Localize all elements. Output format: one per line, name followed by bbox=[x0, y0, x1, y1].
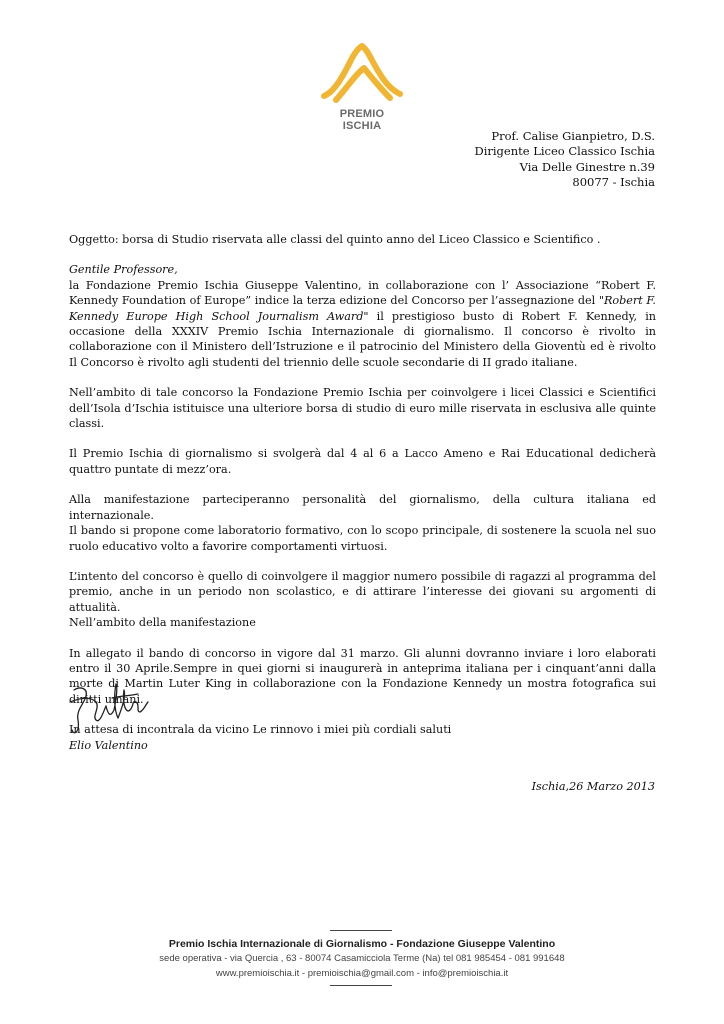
footer-address: sede operativa - via Quercia , 63 - 80074 Casamicciola Terme (Na) tel 081 985454 - 081 991648 bbox=[159, 953, 565, 964]
paragraph-6: In allegato il bando di concorso in vigore dal 31 marzo. Gli alunni dovranno inviare i loro elaborati entro il 30 Aprile.Sempre in quei giorni si inaugurerà in anteprima italiana per i cinquant’anni dalla morte di Martin Luter King in collaborazione con la Fondazione Kennedy un mostra fotografica sui diritti umani. bbox=[69, 646, 656, 706]
mountain-logo-icon bbox=[320, 40, 404, 108]
letter-body bbox=[69, 232, 656, 753]
paragraph-1-text-b: " il prestigioso busto di Robert F. Kennedy, in occasione della XXXIV Premio Ischia Internazionale di giornalismo. Il concorso è rivolto in collaborazione con il Ministero dell’Istruzione e il patrocinio del Ministero della Gioventù ed è rivolto Il Concorso è rivolto agli studenti del triennio delle scuole secondarie di II grado italiane. bbox=[69, 309, 656, 369]
closing-line: In attesa di incontrala da vicino Le rinnovo i miei più cordiali saluti bbox=[69, 723, 452, 737]
award-name: Robert F. Kennedy Europe High School Journalism Award bbox=[69, 294, 656, 323]
paragraph-4a: Alla manifestazione parteciperanno personalità del giornalismo, della cultura italiana ed internazionale. bbox=[69, 493, 656, 522]
signer-name: Elio Valentino bbox=[69, 738, 148, 752]
premio-ischia-logo bbox=[320, 40, 404, 132]
paragraph-5a: L’intento del concorso è quello di coinvolgere il maggior numero possibile di ragazzi al programma del premio, anche in un periodo non scolastico, e di attirare l’interesse dei giovani su argomenti di attualità. bbox=[69, 569, 656, 614]
paragraph-3: Il Premio Ischia di giornalismo si svolgerà dal 4 al 6 a Lacco Ameno e Rai Educational dedicherà quattro puntate di mezz’ora. bbox=[69, 447, 656, 476]
salutation: Gentile Professore, bbox=[69, 263, 178, 277]
recipient-city: 80077 - Ischia bbox=[572, 174, 655, 189]
footer-organization: Premio Ischia Internazionale di Giornalismo - Fondazione Giuseppe Valentino bbox=[168, 938, 556, 950]
paragraph-1 bbox=[69, 278, 656, 370]
footer-top-rule bbox=[330, 930, 392, 931]
logo-wordmark: PREMIO ISCHIA bbox=[339, 108, 385, 132]
paragraph-1-text-a: la Fondazione Premio Ischia Giuseppe Valentino, in collaborazione con l’ Associazione “Robert F. Kennedy Foundation of Europe” indice la terza edizione del Concorso per l’assegnazione del " bbox=[69, 278, 656, 308]
paragraph-4b: Il bando si propone come laboratorio formativo, con lo scopo principale, di sostenere la scuola nel suo ruolo educativo volto a favorire comportamenti virtuosi. bbox=[69, 524, 656, 553]
letter-date: Ischia,26 Marzo 2013 bbox=[531, 780, 655, 793]
handwritten-signature bbox=[66, 680, 152, 740]
footer-contacts: www.premioischia.it - premioischia@gmail.com - info@premioischia.it bbox=[215, 968, 509, 979]
paragraph-5b: Nell’ambito della manifestazione bbox=[69, 616, 256, 630]
subject-line: Oggetto: borsa di Studio riservata alle classi del quinto anno del Liceo Classico e Scientifico . bbox=[69, 233, 601, 246]
footer-bottom-rule bbox=[330, 985, 392, 986]
recipient-address bbox=[474, 129, 655, 190]
recipient-role: Dirigente Liceo Classico Ischia bbox=[474, 144, 655, 159]
recipient-name: Prof. Calise Gianpietro, D.S. bbox=[491, 129, 655, 143]
paragraph-2: Nell’ambito di tale concorso la Fondazione Premio Ischia per coinvolgere i licei Classici e Scientifici dell’Isola d’Ischia istituisce una ulteriore borsa di studio di euro mille riservata in esclusiva alle quinte classi. bbox=[69, 386, 656, 431]
recipient-street: Via Delle Ginestre n.39 bbox=[519, 159, 655, 174]
